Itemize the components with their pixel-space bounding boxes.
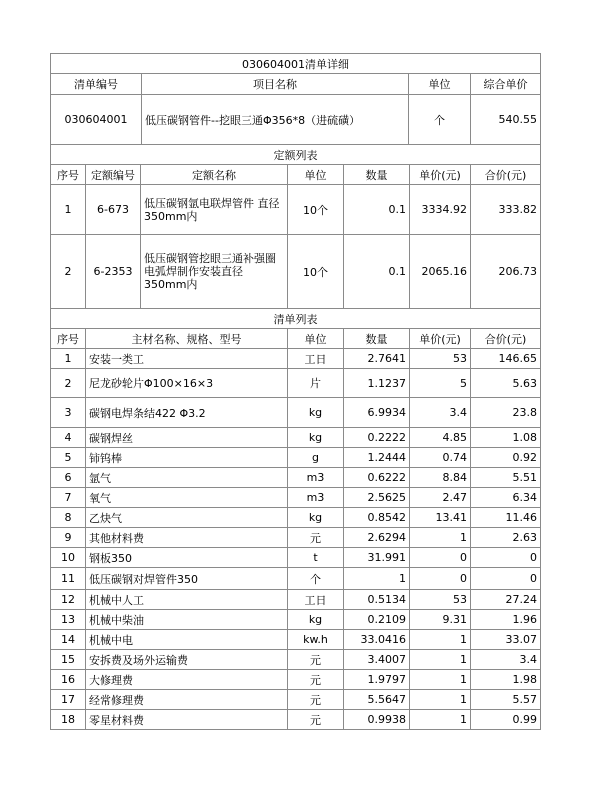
- quota-price: 3334.92: [410, 185, 471, 235]
- material-qty: 2.7641: [344, 349, 410, 369]
- col-unit: 单位: [409, 74, 471, 95]
- material-total: 5.57: [471, 690, 541, 710]
- material-unit: kg: [288, 428, 344, 448]
- quota-unit: 10个: [288, 235, 344, 309]
- material-price: 13.41: [410, 508, 471, 528]
- material-price: 5: [410, 369, 471, 398]
- material-no: 2: [51, 369, 86, 398]
- quota-no: 1: [51, 185, 86, 235]
- quota-code: 6-673: [86, 185, 141, 235]
- material-unit: 元: [288, 710, 344, 730]
- material-name: 其他材料费: [86, 528, 288, 548]
- material-name: 经常修理费: [86, 690, 288, 710]
- table-row: [51, 610, 541, 630]
- material-total: 1.08: [471, 428, 541, 448]
- material-total: 11.46: [471, 508, 541, 528]
- material-name: 碳钢电焊条结422 Φ3.2: [86, 398, 288, 428]
- material-price: 0.74: [410, 448, 471, 468]
- materials-col-qty: 数量: [344, 329, 410, 349]
- material-total: 6.34: [471, 488, 541, 508]
- material-name: 钢板350: [86, 548, 288, 568]
- material-name: 机械中电: [86, 630, 288, 650]
- quota-price: 2065.16: [410, 235, 471, 309]
- quota-col-price: 单价(元): [410, 165, 471, 185]
- material-no: 9: [51, 528, 86, 548]
- material-qty: 1: [344, 568, 410, 590]
- material-unit: kg: [288, 610, 344, 630]
- material-no: 8: [51, 508, 86, 528]
- material-total: 23.8: [471, 398, 541, 428]
- material-unit: kw.h: [288, 630, 344, 650]
- material-price: 53: [410, 590, 471, 610]
- material-name: 机械中柴油: [86, 610, 288, 630]
- material-price: 53: [410, 349, 471, 369]
- quota-qty: 0.1: [344, 235, 410, 309]
- material-no: 18: [51, 710, 86, 730]
- material-price: 1: [410, 630, 471, 650]
- table-row: [51, 590, 541, 610]
- material-unit: 元: [288, 528, 344, 548]
- material-no: 4: [51, 428, 86, 448]
- material-price: 1: [410, 528, 471, 548]
- item-name: 低压碳钢管件--挖眼三通Φ356*8（进硫磺）: [142, 95, 409, 145]
- table-row: [51, 508, 541, 528]
- material-price: 2.47: [410, 488, 471, 508]
- material-qty: 0.9938: [344, 710, 410, 730]
- material-no: 12: [51, 590, 86, 610]
- bill-code: 030604001: [51, 95, 142, 145]
- material-qty: 5.5647: [344, 690, 410, 710]
- material-name: 尼龙砂轮片Φ100×16×3: [86, 369, 288, 398]
- table-row: [51, 428, 541, 448]
- material-price: 1: [410, 710, 471, 730]
- material-name: 零星材料费: [86, 710, 288, 730]
- table-row: [51, 398, 541, 428]
- material-total: 0.99: [471, 710, 541, 730]
- material-price: 9.31: [410, 610, 471, 630]
- quota-section-title: 定额列表: [51, 145, 541, 165]
- quota-col-name: 定额名称: [141, 165, 288, 185]
- col-bill-code: 清单编号: [51, 74, 142, 95]
- quota-name: 低压碳钢管挖眼三通补强圈电弧焊制作安装直径350mm内: [141, 235, 288, 309]
- material-unit: g: [288, 448, 344, 468]
- materials-col-name: 主材名称、规格、型号: [86, 329, 288, 349]
- material-unit: 元: [288, 670, 344, 690]
- material-qty: 0.6222: [344, 468, 410, 488]
- table-row: [51, 369, 541, 398]
- material-total: 1.96: [471, 610, 541, 630]
- material-unit: 片: [288, 369, 344, 398]
- table-row: [51, 690, 541, 710]
- materials-col-no: 序号: [51, 329, 86, 349]
- material-name: 机械中人工: [86, 590, 288, 610]
- item-unit: 个: [409, 95, 471, 145]
- material-total: 0.92: [471, 448, 541, 468]
- material-total: 5.63: [471, 369, 541, 398]
- material-unit: 工日: [288, 590, 344, 610]
- material-unit: 个: [288, 568, 344, 590]
- material-no: 16: [51, 670, 86, 690]
- material-name: 低压碳钢对焊管件350: [86, 568, 288, 590]
- material-no: 11: [51, 568, 86, 590]
- material-unit: 工日: [288, 349, 344, 369]
- quota-name: 低压碳钢氩电联焊管件 直径350mm内: [141, 185, 288, 235]
- material-no: 1: [51, 349, 86, 369]
- material-qty: 31.991: [344, 548, 410, 568]
- material-unit: kg: [288, 508, 344, 528]
- quota-qty: 0.1: [344, 185, 410, 235]
- material-price: 1: [410, 690, 471, 710]
- material-qty: 1.2444: [344, 448, 410, 468]
- quota-header-row: [51, 165, 541, 185]
- material-price: 1: [410, 670, 471, 690]
- material-price: 4.85: [410, 428, 471, 448]
- material-unit: kg: [288, 398, 344, 428]
- materials-table: [50, 308, 541, 730]
- quota-table: [50, 144, 541, 309]
- material-qty: 2.5625: [344, 488, 410, 508]
- material-price: 1: [410, 650, 471, 670]
- table-row: [51, 448, 541, 468]
- table-row: [51, 630, 541, 650]
- material-no: 14: [51, 630, 86, 650]
- material-name: 安装一类工: [86, 349, 288, 369]
- material-unit: m3: [288, 488, 344, 508]
- material-total: 1.98: [471, 670, 541, 690]
- material-total: 33.07: [471, 630, 541, 650]
- table-row: [51, 568, 541, 590]
- material-total: 0: [471, 548, 541, 568]
- materials-section-title: 清单列表: [51, 309, 541, 329]
- material-no: 6: [51, 468, 86, 488]
- material-qty: 6.9934: [344, 398, 410, 428]
- quota-unit: 10个: [288, 185, 344, 235]
- material-price: 0: [410, 548, 471, 568]
- material-name: 大修理费: [86, 670, 288, 690]
- material-unit: 元: [288, 650, 344, 670]
- material-name: 碳钢焊丝: [86, 428, 288, 448]
- table-row: [51, 488, 541, 508]
- material-unit: m3: [288, 468, 344, 488]
- table-row: [51, 185, 541, 235]
- material-name: 乙炔气: [86, 508, 288, 528]
- material-total: 2.63: [471, 528, 541, 548]
- material-name: 氧气: [86, 488, 288, 508]
- quota-col-unit: 单位: [288, 165, 344, 185]
- material-price: 8.84: [410, 468, 471, 488]
- material-name: 氩气: [86, 468, 288, 488]
- table-row: [51, 528, 541, 548]
- material-qty: 33.0416: [344, 630, 410, 650]
- table-row: [51, 650, 541, 670]
- material-no: 10: [51, 548, 86, 568]
- material-name: 安拆费及场外运输费: [86, 650, 288, 670]
- material-qty: 2.6294: [344, 528, 410, 548]
- materials-col-unit: 单位: [288, 329, 344, 349]
- col-item-name: 项目名称: [142, 74, 409, 95]
- material-unit: 元: [288, 690, 344, 710]
- material-total: 146.65: [471, 349, 541, 369]
- material-total: 0: [471, 568, 541, 590]
- table-row: [51, 548, 541, 568]
- materials-col-total: 合价(元): [471, 329, 541, 349]
- bill-title: 030604001清单详细: [51, 54, 541, 74]
- quota-col-no: 序号: [51, 165, 86, 185]
- table-row: [51, 468, 541, 488]
- material-no: 17: [51, 690, 86, 710]
- table-row: [51, 710, 541, 730]
- material-unit: t: [288, 548, 344, 568]
- material-no: 13: [51, 610, 86, 630]
- quota-col-total: 合价(元): [471, 165, 541, 185]
- quota-no: 2: [51, 235, 86, 309]
- table-row: [51, 670, 541, 690]
- material-total: 5.51: [471, 468, 541, 488]
- quota-code: 6-2353: [86, 235, 141, 309]
- material-qty: 1.1237: [344, 369, 410, 398]
- bill-header-table: [50, 53, 541, 145]
- materials-header-row: [51, 329, 541, 349]
- material-no: 7: [51, 488, 86, 508]
- material-no: 3: [51, 398, 86, 428]
- quota-col-code: 定额编号: [86, 165, 141, 185]
- table-row: [51, 349, 541, 369]
- quota-total: 333.82: [471, 185, 541, 235]
- material-qty: 0.5134: [344, 590, 410, 610]
- item-price: 540.55: [471, 95, 541, 145]
- material-qty: 1.9797: [344, 670, 410, 690]
- material-price: 0: [410, 568, 471, 590]
- material-qty: 3.4007: [344, 650, 410, 670]
- material-no: 15: [51, 650, 86, 670]
- material-total: 27.24: [471, 590, 541, 610]
- material-name: 铈钨棒: [86, 448, 288, 468]
- material-qty: 0.8542: [344, 508, 410, 528]
- quota-col-qty: 数量: [344, 165, 410, 185]
- material-qty: 0.2109: [344, 610, 410, 630]
- material-price: 3.4: [410, 398, 471, 428]
- material-qty: 0.2222: [344, 428, 410, 448]
- material-no: 5: [51, 448, 86, 468]
- col-unit-price: 综合单价: [471, 74, 541, 95]
- materials-col-price: 单价(元): [410, 329, 471, 349]
- material-total: 3.4: [471, 650, 541, 670]
- table-row: [51, 235, 541, 309]
- quota-total: 206.73: [471, 235, 541, 309]
